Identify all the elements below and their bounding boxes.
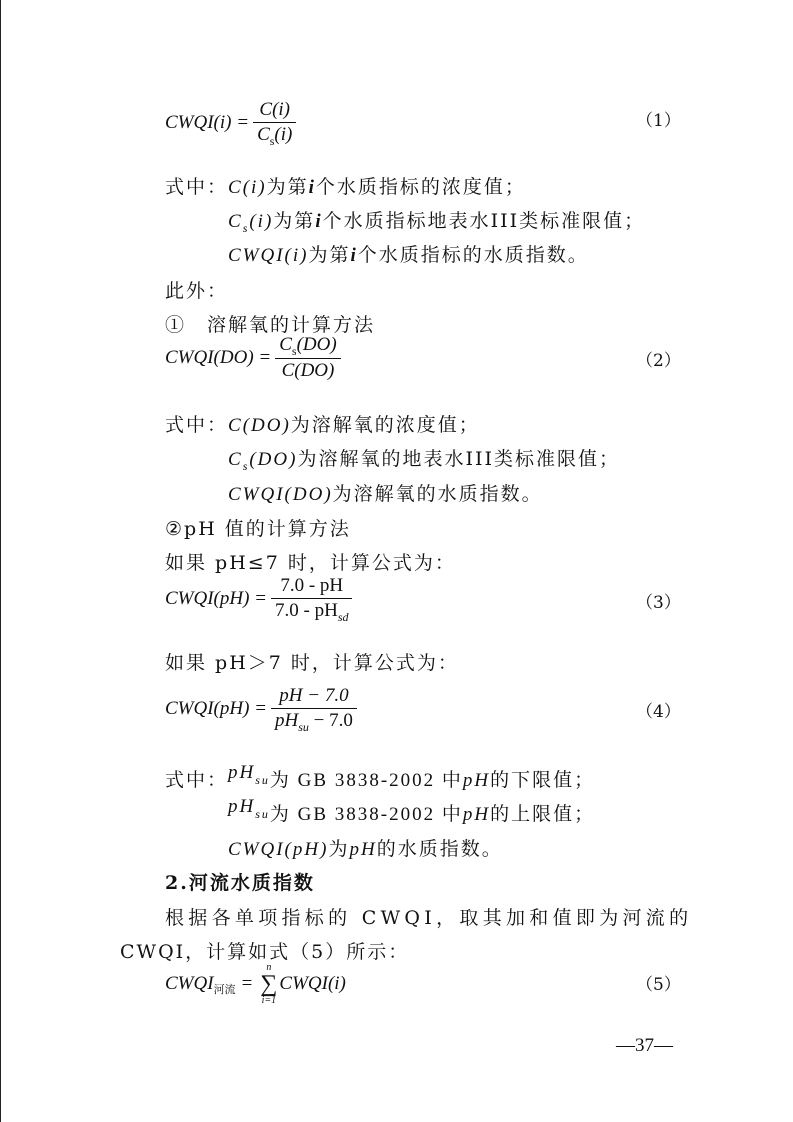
eq4-den-a: pH <box>275 710 299 731</box>
def1-l3-math: CWQI(i) <box>228 245 309 266</box>
def1-l2-base: C <box>228 211 243 232</box>
eq4-denominator <box>271 709 357 734</box>
def1-l2-arg: (i) <box>249 211 274 232</box>
def2-l2-sub: s <box>242 459 250 473</box>
def1-l3-b: 个水质指标的水质指数。 <box>357 244 589 266</box>
do-heading: ① 溶解氧的计算方法 <box>165 314 376 336</box>
eq2-denominator: C(DO) <box>281 360 335 381</box>
eq2-lhs: CWQI(DO) = <box>165 347 272 368</box>
eq2-num-arg: (DO) <box>296 334 337 355</box>
def1-l1-a: 为第 <box>266 176 309 198</box>
def3-l2-base: pH <box>228 796 256 817</box>
eq3-den-sub: sd <box>337 610 349 624</box>
eq5-equals: = <box>241 973 253 994</box>
ph-case1: 如果 pH≤7 时，计算公式为： <box>165 552 456 574</box>
equation-5 <box>165 962 346 1006</box>
eq1-den-sub: s <box>269 134 275 148</box>
def1-line2 <box>228 206 645 233</box>
eq4-den-sub: su <box>298 720 309 734</box>
eq3-denominator <box>271 599 352 624</box>
def2-l1-text: 为溶解氧的浓度值； <box>290 414 480 436</box>
eq4-lhs: CWQI(pH) = <box>165 698 267 719</box>
eq1-lhs: CWQI(i) = <box>165 112 250 133</box>
eq3-number: （3） <box>636 593 681 613</box>
def3-l1-sub: su <box>255 773 270 787</box>
equation-2 <box>165 333 341 383</box>
def1-line3 <box>228 240 589 267</box>
eq1-den-base: C <box>257 124 270 145</box>
def3-l2-ph: pH <box>462 804 491 825</box>
def2-l2-base: C <box>228 449 243 470</box>
def3-line1 <box>165 762 596 792</box>
eq3-lhs: CWQI(pH) = <box>165 588 267 609</box>
def2-line2 <box>228 444 620 471</box>
def3-line2 <box>228 796 596 826</box>
eq2-num-sub: s <box>291 344 297 358</box>
eq5-summation <box>260 962 277 1006</box>
def1-lead: 式中： <box>165 176 229 198</box>
def3-l1-b: 的下限值； <box>490 769 596 791</box>
eq1-denominator <box>253 123 296 148</box>
ph-case2: 如果 pH＞7 时，计算公式为： <box>165 652 459 674</box>
page-number: —37— <box>616 1035 673 1056</box>
def1-l3-i: i <box>350 245 358 266</box>
def1-l2-sub: s <box>242 221 250 235</box>
def2-l3-text: 为溶解氧的水质指数。 <box>332 483 543 505</box>
eq1-fraction <box>253 98 296 148</box>
def2-line1 <box>165 410 480 437</box>
def3-lead: 式中： <box>165 769 229 791</box>
def2-l2-arg: (DO) <box>249 449 298 470</box>
eq5-upper-limit: n <box>266 962 272 973</box>
sigma-symbol: ∑ <box>260 971 278 997</box>
def2-lead: 式中： <box>165 414 229 436</box>
equation-4 <box>165 684 357 734</box>
def3-l1-a: 为 GB 3838-2002 中 <box>269 770 463 791</box>
eq1-numerator: C(i) <box>259 99 291 120</box>
eq3-den-a: 7.0 - pH <box>275 600 338 621</box>
eq5-number: （5） <box>636 975 681 995</box>
def3-l3-a: 为 <box>328 838 350 860</box>
eq1-number: （1） <box>636 111 681 131</box>
eq1-den-arg: (i) <box>274 124 293 145</box>
def3-l1-ph: pH <box>462 770 491 791</box>
def2-l3-math: CWQI(DO) <box>228 484 333 505</box>
def1-l3-a: 为第 <box>308 244 351 266</box>
eq5-lower-limit: i=1 <box>261 995 277 1006</box>
def1-l2-i: i <box>315 211 323 232</box>
eq4-den-b: − 7.0 <box>308 710 353 731</box>
def1-l1-b: 个水质指标的浓度值； <box>315 176 526 198</box>
eq5-lhs-base: CWQI <box>165 973 214 994</box>
def3-l1-base: pH <box>228 762 256 783</box>
eq2-fraction <box>275 333 340 383</box>
ph-heading: ②pH 值的计算方法 <box>165 518 351 540</box>
eq5-lhs-sub: 河流 <box>213 984 236 996</box>
def3-l3-ph: pH <box>349 839 377 860</box>
eq2-num-base: C <box>279 334 292 355</box>
def3-l3-math: CWQI(pH) <box>228 839 329 860</box>
def1-l1-math: C(i) <box>228 177 267 198</box>
paragraph-line2: CWQI，计算如式（5）所示： <box>120 941 410 963</box>
def3-line3 <box>228 834 503 861</box>
eq4-fraction <box>271 684 357 734</box>
eq4-number: （4） <box>636 702 681 722</box>
eq3-fraction <box>271 574 352 624</box>
paragraph-line1: 根据各单项指标的 CWQI，取其加和值即为河流的 <box>165 907 693 929</box>
besides-text: 此外： <box>165 280 229 302</box>
eq2-number: （2） <box>636 351 681 371</box>
def2-l2-text: 为溶解氧的地表水III类标准限值； <box>297 448 620 470</box>
def1-line1 <box>165 172 526 199</box>
def3-l3-b: 的水质指数。 <box>376 838 503 860</box>
def2-line3 <box>228 479 543 506</box>
def3-l2-a: 为 GB 3838-2002 中 <box>269 804 463 825</box>
def1-l2-b: 个水质指标地表水III类标准限值； <box>322 210 646 232</box>
eq5-term: CWQI(i) <box>279 973 346 994</box>
eq4-numerator: pH − 7.0 <box>279 685 349 706</box>
equation-3 <box>165 574 352 624</box>
def3-l2-sub: su <box>255 807 270 821</box>
page-left-edge <box>0 0 1 1122</box>
eq2-numerator <box>275 333 340 358</box>
equation-1 <box>165 98 296 148</box>
def2-l1-math: C(DO) <box>228 415 291 436</box>
def3-l2-b: 的上限值； <box>490 803 596 825</box>
section-2-title: 2.河流水质指数 <box>165 872 315 894</box>
def1-l2-a: 为第 <box>273 210 316 232</box>
def1-l1-i: i <box>308 177 316 198</box>
eq3-numerator: 7.0 - pH <box>280 575 344 596</box>
